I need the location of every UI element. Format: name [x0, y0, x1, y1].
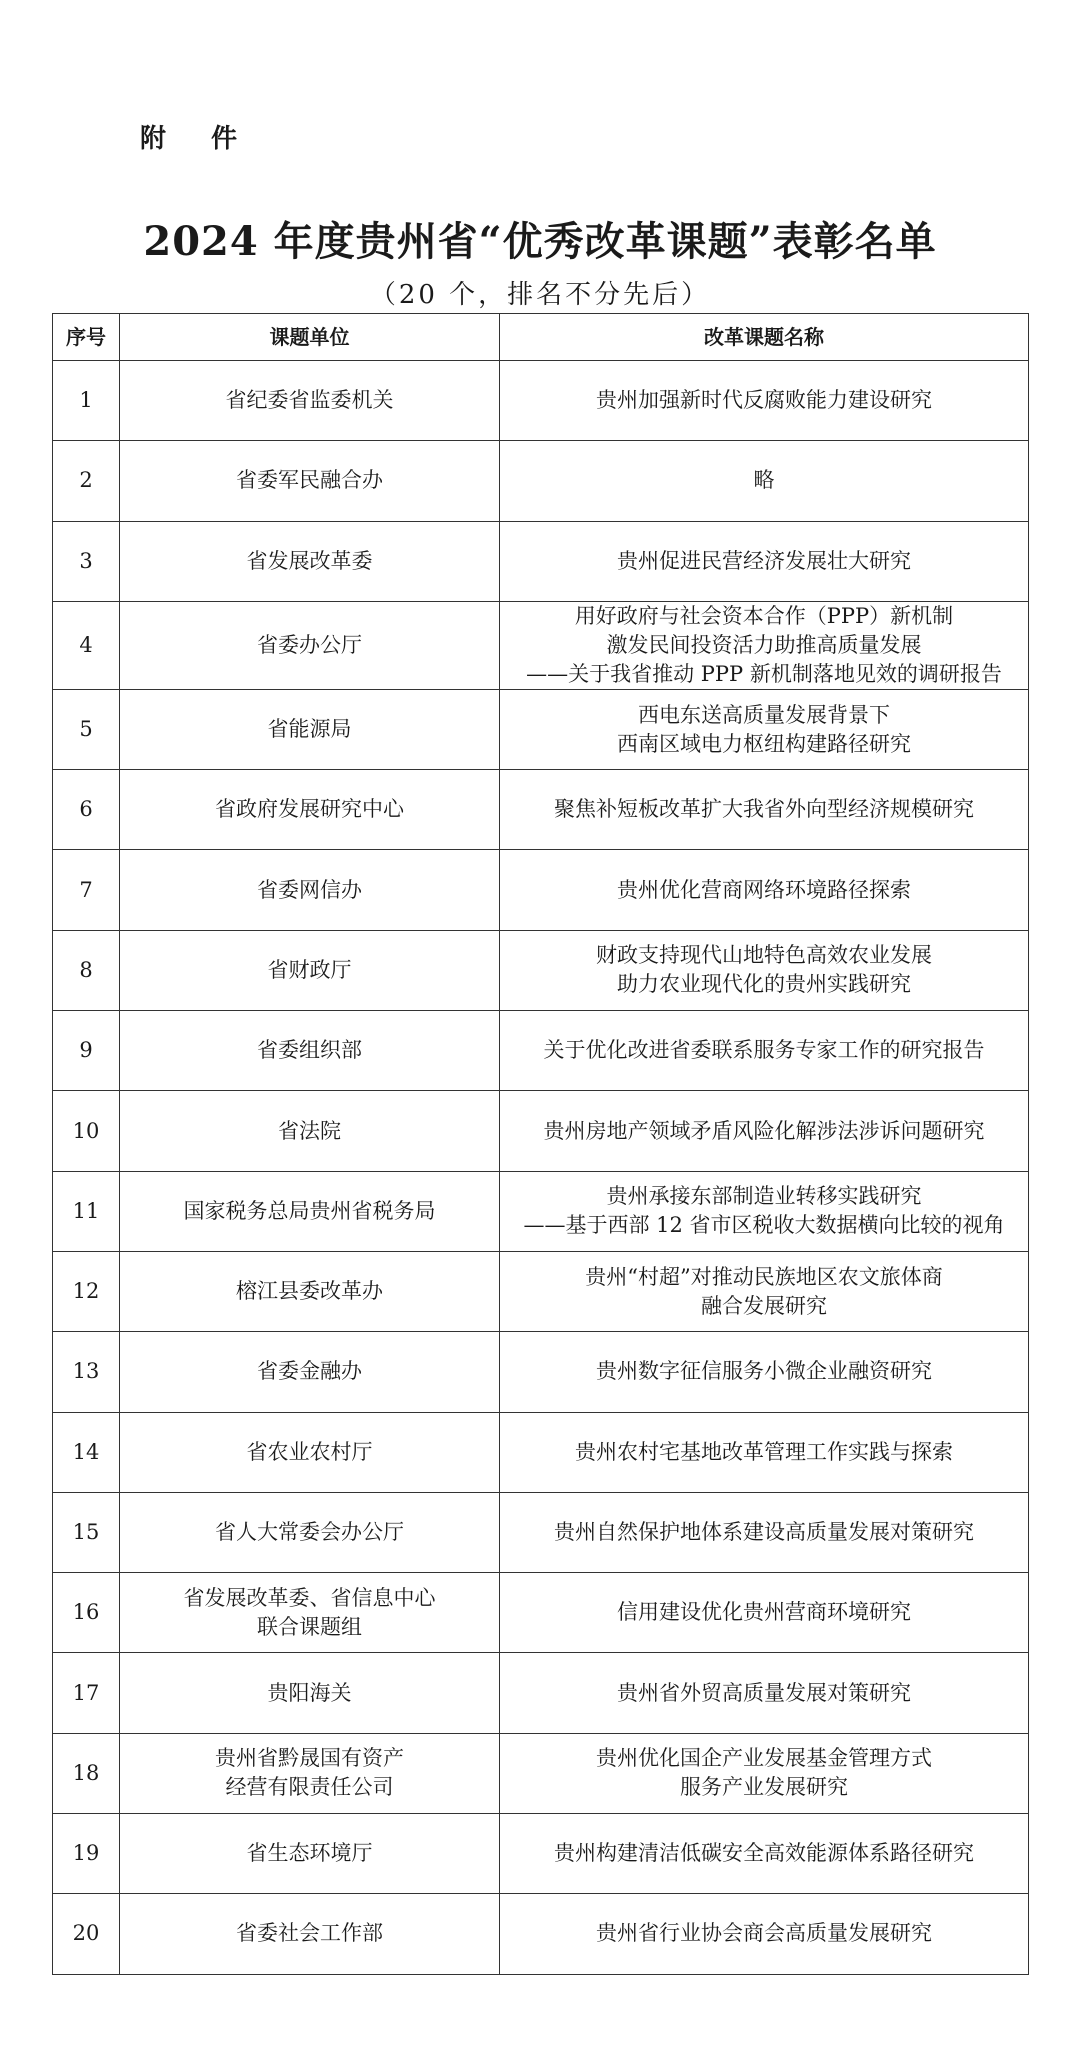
attachment-label: 附 件: [140, 124, 256, 154]
row-research-unit: [120, 689, 500, 769]
unit-text-line: 省生态环境厅: [246, 1841, 373, 1866]
table-row: [53, 1171, 1029, 1251]
row-topic-name: [500, 689, 1029, 769]
table-row: [53, 689, 1029, 769]
unit-text-line: 省发展改革委、省信息中心: [183, 1585, 436, 1610]
topic-text-line: 激发民间投资活力助推高质量发展: [606, 632, 922, 657]
topic-text-line: 西南区域电力枢纽构建路径研究: [617, 731, 911, 756]
unit-text-line: 省人大常委会办公厅: [215, 1520, 404, 1544]
unit-text-line: 省委网信办: [257, 877, 362, 902]
topic-text-line: 贵州自然保护地体系建设高质量发展对策研究: [554, 1520, 974, 1544]
topic-text-line: 略: [753, 468, 775, 493]
row-topic-name: [500, 1733, 1029, 1813]
unit-text-line: 省发展改革委: [246, 548, 373, 573]
unit-text-line: 国家税务总局贵州省税务局: [183, 1198, 436, 1223]
table-row: [53, 930, 1029, 1010]
page-title: 2024 年度贵州省“优秀改革课题”表彰名单: [143, 218, 937, 265]
topic-text-line: 贵州构建清洁低碳安全高效能源体系路径研究: [554, 1841, 974, 1866]
row-research-unit: [120, 1011, 500, 1091]
row-research-unit: [120, 1171, 500, 1251]
table-row: [53, 770, 1029, 850]
table-row: [53, 1091, 1029, 1171]
table-row: [53, 1251, 1029, 1331]
row-research-unit: [120, 930, 500, 1010]
topic-text-line: 聚焦补短板改革扩大我省外向型经济规模研究: [554, 797, 974, 822]
row-serial-number: 7: [53, 850, 120, 930]
unit-text-line: 省委社会工作部: [236, 1921, 383, 1946]
topic-text-line: 贵州数字征信服务小微企业融资研究: [596, 1359, 932, 1384]
row-research-unit: [120, 1733, 500, 1813]
topic-text-line: 西电东送高质量发展背景下: [638, 702, 890, 727]
table-row: [53, 1412, 1029, 1492]
unit-text-line: 省法院: [278, 1118, 341, 1143]
header-topic-name: 改革课题名称: [500, 314, 1029, 361]
topic-text-line: 贵州省行业协会商会高质量发展研究: [596, 1921, 932, 1946]
topic-text-line: 信用建设优化贵州营商环境研究: [617, 1600, 911, 1625]
unit-text-line: 榕江县委改革办: [236, 1279, 383, 1304]
row-serial-number: 6: [53, 770, 120, 850]
topic-text-line: 贵州农村宅基地改革管理工作实践与探索: [575, 1439, 953, 1464]
topic-text-line: 贵州优化营商网络环境路径探索: [617, 877, 911, 902]
row-topic-name: [500, 1412, 1029, 1492]
unit-text-line: 贵州省黔晟国有资产: [215, 1746, 404, 1771]
topic-text-line: ——关于我省推动 PPP 新机制落地见效的调研报告: [526, 661, 1002, 686]
row-research-unit: [120, 1412, 500, 1492]
topic-text-line: 用好政府与社会资本合作（PPP）新机制: [574, 603, 954, 628]
table-row: [53, 1733, 1029, 1813]
row-research-unit: [120, 601, 500, 689]
row-serial-number: 12: [53, 1251, 120, 1331]
row-serial-number: 18: [53, 1733, 120, 1813]
table-row: [53, 361, 1029, 441]
topic-text-line: 融合发展研究: [701, 1293, 827, 1318]
table-row: [53, 850, 1029, 930]
award-list-table: [52, 313, 1029, 1975]
unit-text-line: 联合课题组: [257, 1614, 362, 1639]
unit-text-line: 省财政厅: [267, 957, 352, 982]
table-row: [53, 521, 1029, 601]
table-body: [53, 361, 1029, 1975]
unit-text-line: 省纪委省监委机关: [225, 388, 394, 413]
row-serial-number: 16: [53, 1573, 120, 1653]
topic-text-line: 贵州房地产领域矛盾风险化解涉法涉诉问题研究: [543, 1118, 985, 1143]
row-topic-name: [500, 930, 1029, 1010]
row-serial-number: 11: [53, 1171, 120, 1251]
table-row: [53, 1011, 1029, 1091]
row-serial-number: 9: [53, 1011, 120, 1091]
table-row: [53, 1653, 1029, 1733]
row-research-unit: [120, 1492, 500, 1572]
header-research-unit: 课题单位: [120, 314, 500, 361]
unit-text-line: 省能源局: [267, 717, 352, 742]
unit-text-line: 省委组织部: [257, 1038, 362, 1063]
unit-text-line: 贵阳海关: [267, 1680, 352, 1705]
topic-text-line: ——基于西部 12 省市区税收大数据横向比较的视角: [523, 1213, 1005, 1238]
topic-text-line: 贵州促进民营经济发展壮大研究: [617, 548, 911, 573]
topic-text-line: 服务产业发展研究: [680, 1775, 848, 1800]
row-topic-name: [500, 1011, 1029, 1091]
row-serial-number: 20: [53, 1894, 120, 1974]
table-row: [53, 1492, 1029, 1572]
row-serial-number: 17: [53, 1653, 120, 1733]
table-row: [53, 1894, 1029, 1974]
row-serial-number: 14: [53, 1412, 120, 1492]
row-topic-name: [500, 1171, 1029, 1251]
topic-text-line: 财政支持现代山地特色高效农业发展: [596, 943, 932, 968]
unit-text-line: 省农业农村厅: [246, 1439, 373, 1464]
unit-text-line: 省委办公厅: [257, 632, 362, 657]
row-serial-number: 15: [53, 1492, 120, 1572]
row-topic-name: [500, 1091, 1029, 1171]
row-topic-name: [500, 1653, 1029, 1733]
topic-text-line: 贵州“村超”对推动民族地区农文旅体商: [585, 1264, 943, 1289]
row-serial-number: 19: [53, 1814, 120, 1894]
row-topic-name: [500, 521, 1029, 601]
row-topic-name: [500, 1894, 1029, 1974]
row-serial-number: 4: [53, 601, 120, 689]
unit-text-line: 省政府发展研究中心: [215, 797, 404, 822]
row-serial-number: 10: [53, 1091, 120, 1171]
table-header-row: [53, 314, 1029, 361]
table-row: [53, 601, 1029, 689]
topic-text-line: 贵州加强新时代反腐败能力建设研究: [596, 388, 932, 413]
row-topic-name: [500, 850, 1029, 930]
topic-text-line: 关于优化改进省委联系服务专家工作的研究报告: [543, 1038, 985, 1063]
row-research-unit: [120, 1091, 500, 1171]
row-serial-number: 1: [53, 361, 120, 441]
table-row: [53, 1332, 1029, 1412]
row-topic-name: [500, 1492, 1029, 1572]
row-topic-name: [500, 1332, 1029, 1412]
topic-text-line: 助力农业现代化的贵州实践研究: [617, 972, 911, 997]
topic-text-line: 贵州省外贸高质量发展对策研究: [617, 1680, 911, 1705]
unit-text-line: 省委金融办: [257, 1359, 362, 1384]
table-row: [53, 441, 1029, 521]
topic-text-line: 贵州优化国企产业发展基金管理方式: [596, 1746, 932, 1771]
row-serial-number: 5: [53, 689, 120, 769]
row-research-unit: [120, 1251, 500, 1331]
row-topic-name: [500, 601, 1029, 689]
row-serial-number: 2: [53, 441, 120, 521]
row-research-unit: [120, 1573, 500, 1653]
row-research-unit: [120, 1894, 500, 1974]
row-topic-name: [500, 1251, 1029, 1331]
table-row: [53, 1814, 1029, 1894]
row-research-unit: [120, 850, 500, 930]
row-serial-number: 13: [53, 1332, 120, 1412]
row-topic-name: [500, 770, 1029, 850]
row-serial-number: 3: [53, 521, 120, 601]
row-research-unit: [120, 521, 500, 601]
header-serial-number: 序号: [53, 314, 120, 361]
row-research-unit: [120, 770, 500, 850]
topic-text-line: 贵州承接东部制造业转移实践研究: [606, 1184, 922, 1209]
table-row: [53, 1573, 1029, 1653]
unit-text-line: 省委军民融合办: [236, 468, 383, 493]
page-subtitle: （20 个，排名不分先后）: [369, 280, 711, 310]
row-research-unit: [120, 1814, 500, 1894]
row-topic-name: [500, 1814, 1029, 1894]
row-serial-number: 8: [53, 930, 120, 1010]
unit-text-line: 经营有限责任公司: [225, 1775, 394, 1800]
row-topic-name: [500, 441, 1029, 521]
row-topic-name: [500, 1573, 1029, 1653]
row-topic-name: [500, 361, 1029, 441]
row-research-unit: [120, 441, 500, 521]
row-research-unit: [120, 1653, 500, 1733]
row-research-unit: [120, 1332, 500, 1412]
row-research-unit: [120, 361, 500, 441]
